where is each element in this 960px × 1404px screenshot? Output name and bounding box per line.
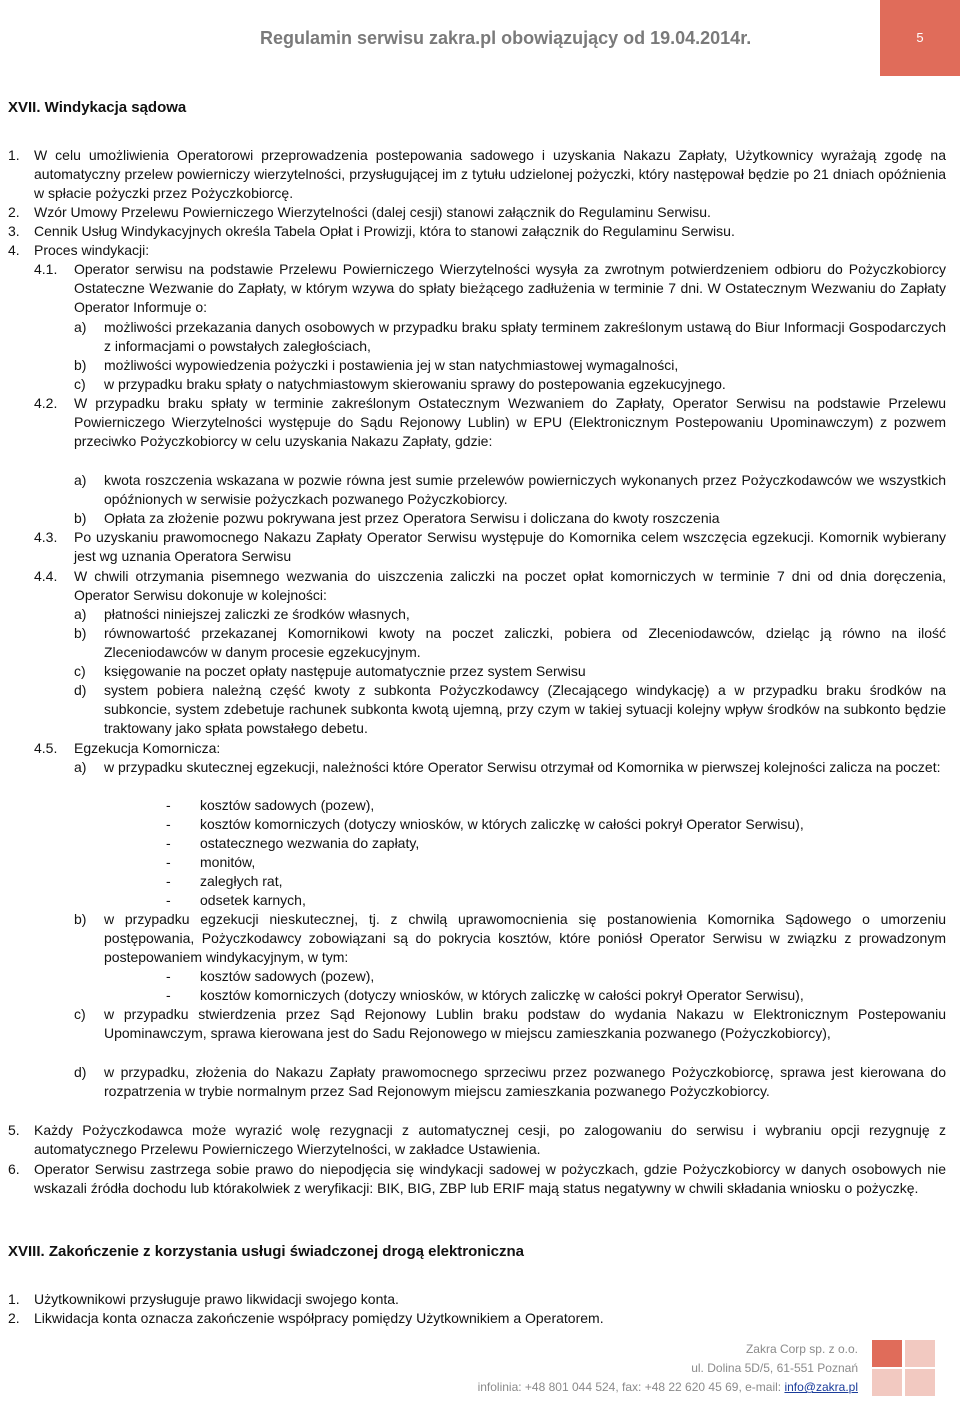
- list-item: [74, 318, 946, 356]
- document-title: Regulamin serwisu zakra.pl obowiązujący od 19.04.2014r.: [260, 28, 752, 48]
- item-letter: c): [74, 376, 86, 392]
- item-letter: b): [74, 625, 87, 641]
- item-text: księgowanie na poczet opłaty następuje automatycznie przez system Serwisu: [104, 663, 586, 679]
- footer-contact: [478, 1380, 858, 1394]
- item-number: 4.1.: [34, 261, 58, 277]
- company-logo: [872, 1340, 936, 1396]
- item-text: w przypadku egzekucji nieskutecznej, tj. z chwilą uprawomocnienia się postanowienia Komornika Sądowego o umorzeniu postępowania, Pożyczkodawcy zobowiązani są do pokrycia kosztów, które poniósł Operator Serwisu w związku z prowadzonym postepowaniem windykacyjnym, w tym:: [104, 911, 946, 965]
- item-number: 4.: [8, 242, 20, 258]
- list-item: [8, 1309, 946, 1328]
- item-letter: a): [74, 472, 87, 488]
- subsection-4-1: [34, 260, 946, 317]
- item-text: Każdy Pożyczkodawca może wyrazić wolę rezygnacji z automatycznej cesji, po zalogowaniu do serwisu i wybraniu opcji rezygnuję z automatycznego Przelewu Powierniczego Wierzytelności, w zakładce Ustawienia.: [34, 1122, 946, 1157]
- item-text: zaległych rat,: [200, 873, 283, 889]
- list-item: [8, 241, 946, 260]
- item-number: 4.3.: [34, 529, 58, 545]
- dash-item: - kosztów sadowych (pozew),: [166, 796, 946, 815]
- list-item: [74, 681, 946, 738]
- list-item: [8, 222, 946, 241]
- list-item: [74, 605, 946, 624]
- subsection-4-5: [34, 739, 946, 758]
- list-item: [74, 758, 946, 777]
- item-text: w przypadku braku spłaty o natychmiastowym skierowaniu sprawy do postepowania egzekucyjnego.: [104, 376, 726, 392]
- item-text: Po uzyskaniu prawomocnego Nakazu Zapłaty Operator Serwisu występuje do Komornika celem wszczęcia egzekucji. Komornik wybierany jest wg uznania Operatora Serwisu: [74, 529, 946, 564]
- item-text: Użytkownikowi przysługuje prawo likwidacji swojego konta.: [34, 1291, 399, 1307]
- list-item: [74, 471, 946, 509]
- list-item: [74, 910, 946, 967]
- item-text: kosztów komorniczych (dotyczy wniosków, w których zaliczkę w całości pokrył Operator Serwisu),: [200, 816, 804, 832]
- item-number: 5.: [8, 1122, 20, 1138]
- item-letter: a): [74, 319, 87, 335]
- dash-item: - ostatecznego wezwania do zapłaty,: [166, 834, 946, 853]
- item-text: monitów,: [200, 854, 256, 870]
- item-text: równowartość przekazanej Komornikowi kwoty na poczet zaliczki, pobiera od Zleceniodawców, dzieląc ją równo na ilość Zleceniodawców w danym procesie egzekucyjnym.: [104, 625, 946, 660]
- item-text: Opłata za złożenie pozwu pokrywana jest przez Operatora Serwisu i doliczana do kwoty roszczenia: [104, 510, 720, 526]
- item-letter: a): [74, 759, 87, 775]
- item-text: kwota roszczenia wskazana w pozwie równa jest sumie przelewów powierniczych wykonanych przez Pożyczkodawców we wszystkich opóźnionych w serwisie pożyczkach pozwanego Pożyczkobiorcy.: [104, 472, 946, 507]
- item-text: ostatecznego wezwania do zapłaty,: [200, 835, 420, 851]
- footer-company: Zakra Corp sp. z o.o.: [745, 1342, 858, 1356]
- dash-item: - monitów,: [166, 853, 946, 872]
- list-item: [8, 203, 946, 222]
- item-number: 2.: [8, 204, 20, 220]
- item-text: możliwości przekazania danych osobowych w przypadku braku spłaty terminem zakreślonym ustawą do Biur Informacji Gospodarczych z informacjami o powstałych zaległościach,: [104, 319, 946, 354]
- footer-contact-text: infolinia: +48 801 044 524, fax: +48 22 620 45 69, e-mail:: [477, 1380, 785, 1394]
- list-item: [74, 509, 946, 528]
- item-text: płatności niniejszej zaliczki ze środków własnych,: [104, 606, 410, 622]
- item-text: Operator Serwisu zastrzega sobie prawo do niepodjęcia się windykacji sadowej w pożyczkach, gdzie Pożyczkobiorcy w danych osobowych nie wskazali źródła dochodu lub którakolwiek z weryfikacji: BIK, BIG, ZBP lub ERIF mają status negatywny w chwili składania wniosku o pożyczkę.: [34, 1161, 946, 1196]
- item-number: 2.: [8, 1310, 20, 1326]
- item-number: 1.: [8, 1291, 20, 1307]
- dash-item: - kosztów komorniczych (dotyczy wniosków, w których zaliczkę w całości pokrył Operator Serwisu),: [166, 815, 946, 834]
- dash-item: - kosztów komorniczych (dotyczy wniosków, w których zaliczkę w całości pokrył Operator Serwisu),: [166, 986, 946, 1005]
- list-item: [74, 624, 946, 662]
- item-text: W chwili otrzymania pisemnego wezwania do uiszczenia zaliczki na poczet opłat komorniczych w terminie 7 dni od dnia doręczenia, Operator Serwisu dokonuje w kolejności:: [74, 568, 946, 603]
- subsection-4-4: [34, 567, 946, 605]
- item-number: 4.2.: [34, 395, 58, 411]
- item-number: 6.: [8, 1161, 20, 1177]
- item-text: Proces windykacji:: [34, 242, 150, 258]
- list-item: [74, 356, 946, 375]
- list-item: [8, 1290, 946, 1309]
- list-item: [8, 1121, 946, 1159]
- dash-item: - kosztów sadowych (pozew),: [166, 967, 946, 986]
- item-number: 3.: [8, 223, 20, 239]
- item-text: W przypadku braku spłaty w terminie zakreślonym Ostatecznym Wezwaniem do Zapłaty, Operator Serwisu na podstawie Przelewu Powierniczego Wierzytelności występuje do Sądu Rejonowy Lublin) w EPU (Elektronicznym Postepowaniu Upominawczym) z pozwem przeciwko Pożyczkobiorcy w celu uzyskania Nakazu Zapłaty, gdzie:: [74, 395, 946, 449]
- item-text: Operator serwisu na podstawie Przelewu Powierniczego Wierzytelności wysyła za zwrotnym potwierdzeniem odbioru do Pożyczkobiorcy Ostateczne Wezwanie do Zapłaty, w którym wzywa do spłaty bieżącego zadłużenia w terminie 7 dni. W Ostatecznym Wezwaniu do Zapłaty Operator Informuje o:: [74, 261, 946, 315]
- item-letter: b): [74, 911, 87, 927]
- section-title-xviii: XVIII. Zakończenie z korzystania usługi świadczonej drogą elektroniczna: [8, 1243, 524, 1260]
- item-letter: a): [74, 606, 87, 622]
- item-text: Cennik Usług Windykacyjnych określa Tabela Opłat i Prowizji, która to stanowi załącznik do Regulaminu Serwisu.: [34, 223, 735, 239]
- item-letter: b): [74, 510, 87, 526]
- list-item: [74, 662, 946, 681]
- section-title-xvii: XVII. Windykacja sądowa: [8, 99, 187, 116]
- item-letter: c): [74, 1006, 86, 1022]
- list-item: [74, 1063, 946, 1101]
- item-letter: d): [74, 682, 87, 698]
- footer-address: ul. Dolina 5D/5, 61-551 Poznań: [691, 1361, 858, 1375]
- item-number: 4.5.: [34, 740, 58, 756]
- item-text: w przypadku stwierdzenia przez Sąd Rejonowy Lublin braku podstaw do wydania Nakazu w Elektronicznym Postepowaniu Upominawczym, sprawa kierowana jest do Sadu Rejonowego w miejscu zamieszkania pozwanego (Pożyczkobiorcy),: [104, 1006, 946, 1041]
- item-number: 4.4.: [34, 568, 58, 584]
- dash-item: - zaległych rat,: [166, 872, 946, 891]
- item-text: Likwidacja konta oznacza zakończenie współpracy pomiędzy Użytkownikiem a Operatorem.: [34, 1310, 604, 1326]
- item-text: Egzekucja Komornicza:: [74, 740, 221, 756]
- subsection-4-2: [34, 394, 946, 451]
- list-item: [8, 1160, 946, 1198]
- list-item: [8, 146, 946, 203]
- page-number-badge: 5: [880, 0, 960, 76]
- subsection-4-3: [34, 528, 946, 566]
- item-letter: b): [74, 357, 87, 373]
- item-text: odsetek karnych,: [200, 892, 306, 908]
- dash-item: - odsetek karnych,: [166, 891, 946, 910]
- item-text: możliwości wypowiedzenia pożyczki i postawienia jej w stan natychmiastowej wymagalności,: [104, 357, 679, 373]
- item-letter: c): [74, 663, 86, 679]
- item-text: kosztów sadowych (pozew),: [200, 968, 375, 984]
- item-text: system pobiera należną część kwoty z subkonta Pożyczkodawcy (Zlecającego windykację) a w przypadku braku środków na subkoncie, system zdebetuje rachunek subkonta kwotą ujemną, przy czym w takiej sytuacji kolejny wpływ środków na subkonto będzie traktowany jako spłata powstałego debetu.: [104, 682, 946, 736]
- list-item: [74, 375, 946, 394]
- item-letter: d): [74, 1064, 87, 1080]
- item-text: W celu umożliwienia Operatorowi przeprowadzenia postepowania sadowego i uzyskania Nakazu Zapłaty, Użytkownicy wyrażają zgodę na automatyczny przelew powierniczy wierzytelności, przysługującej im z tytułu udzielonej pożyczki, który następował będzie po 21 dniach opóźnienia w spłacie pożyczki przez Pożyczkobiorcę.: [34, 147, 946, 201]
- list-item: [74, 1005, 946, 1043]
- item-text: w przypadku, złożenia do Nakazu Zapłaty prawomocnego sprzeciwu przez pozwanego Pożyczkobiorcę, sprawa jest kierowana do rozpatrzenia w trybie normalnym przez Sad Rejonowym miejscu zamieszkania pozwanego Pożyczkobiorcy.: [104, 1064, 946, 1099]
- item-text: kosztów sadowych (pozew),: [200, 797, 375, 813]
- item-text: w przypadku skutecznej egzekucji, należności które Operator Serwisu otrzymał od Komornika w pierwszej kolejności zalicza na poczet:: [104, 759, 941, 775]
- email-link[interactable]: info@zakra.pl: [784, 1380, 858, 1394]
- item-text: kosztów komorniczych (dotyczy wniosków, w których zaliczkę w całości pokrył Operator Serwisu),: [200, 987, 804, 1003]
- item-text: Wzór Umowy Przelewu Powierniczego Wierzytelności (dalej cesji) stanowi załącznik do Regulaminu Serwisu.: [34, 204, 711, 220]
- item-number: 1.: [8, 147, 20, 163]
